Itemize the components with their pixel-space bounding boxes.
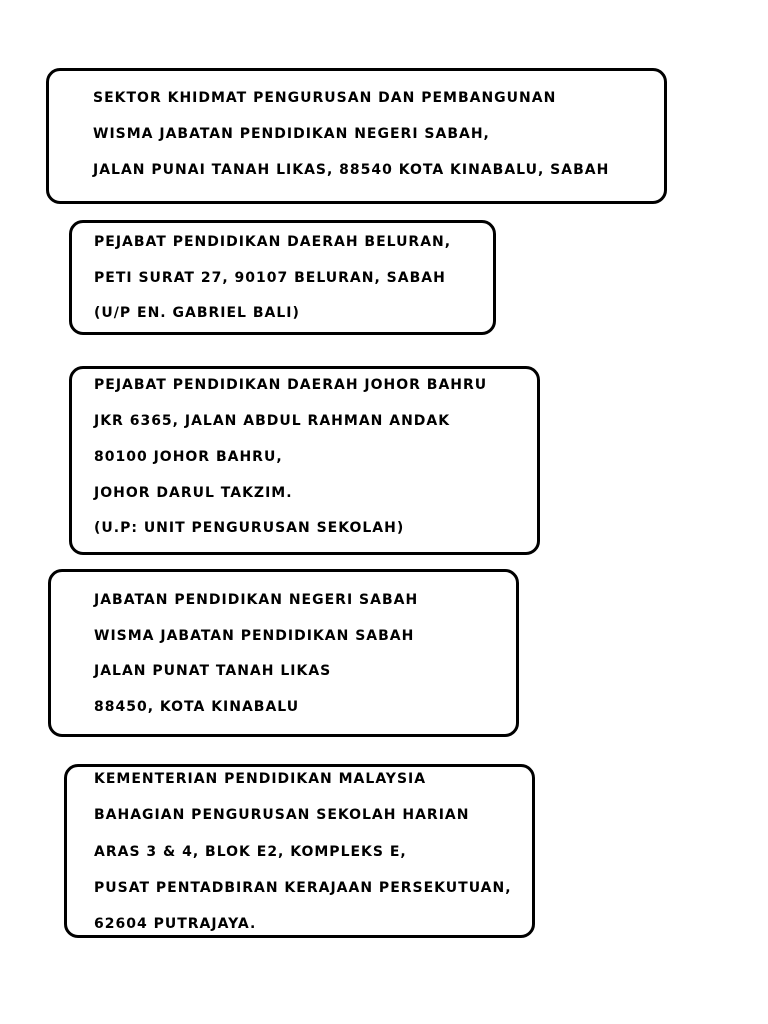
- address-line: KEMENTERIAN PENDIDIKAN MALAYSIA: [94, 771, 427, 787]
- address-line: JOHOR DARUL TAKZIM.: [94, 485, 293, 501]
- address-line: BAHAGIAN PENGURUSAN SEKOLAH HARIAN: [94, 807, 470, 823]
- address-line: JABATAN PENDIDIKAN NEGERI SABAH: [94, 592, 419, 608]
- address-line: PEJABAT PENDIDIKAN DAERAH BELURAN,: [94, 234, 452, 250]
- address-line: (U.P: UNIT PENGURUSAN SEKOLAH): [94, 520, 405, 536]
- address-line: WISMA JABATAN PENDIDIKAN NEGERI SABAH,: [93, 126, 490, 142]
- address-line: ARAS 3 & 4, BLOK E2, KOMPLEKS E,: [94, 844, 407, 860]
- address-line: 62604 PUTRAJAYA.: [94, 916, 257, 932]
- address-line: JKR 6365, JALAN ABDUL RAHMAN ANDAK: [94, 413, 451, 429]
- address-line: JALAN PUNAT TANAH LIKAS: [94, 663, 332, 679]
- address-line: PUSAT PENTADBIRAN KERAJAAN PERSEKUTUAN,: [94, 880, 512, 896]
- address-label-ppd-johor-bahru: [69, 366, 540, 555]
- address-line: 88450, KOTA KINABALU: [94, 699, 300, 715]
- address-line: JALAN PUNAI TANAH LIKAS, 88540 KOTA KINABALU, SABAH: [93, 162, 610, 178]
- address-label-jpn-sabah: [48, 569, 519, 737]
- address-line: PETI SURAT 27, 90107 BELURAN, SABAH: [94, 270, 446, 286]
- address-label-ppd-beluran: [69, 220, 496, 335]
- address-label-kpm: [64, 764, 535, 938]
- address-line: (U/P EN. GABRIEL BALI): [94, 305, 300, 321]
- address-line: SEKTOR KHIDMAT PENGURUSAN DAN PEMBANGUNAN: [93, 90, 557, 106]
- address-line: 80100 JOHOR BAHRU,: [94, 449, 283, 465]
- address-label-sektor-khidmat: [46, 68, 667, 204]
- address-line: WISMA JABATAN PENDIDIKAN SABAH: [94, 628, 415, 644]
- address-line: PEJABAT PENDIDIKAN DAERAH JOHOR BAHRU: [94, 377, 488, 393]
